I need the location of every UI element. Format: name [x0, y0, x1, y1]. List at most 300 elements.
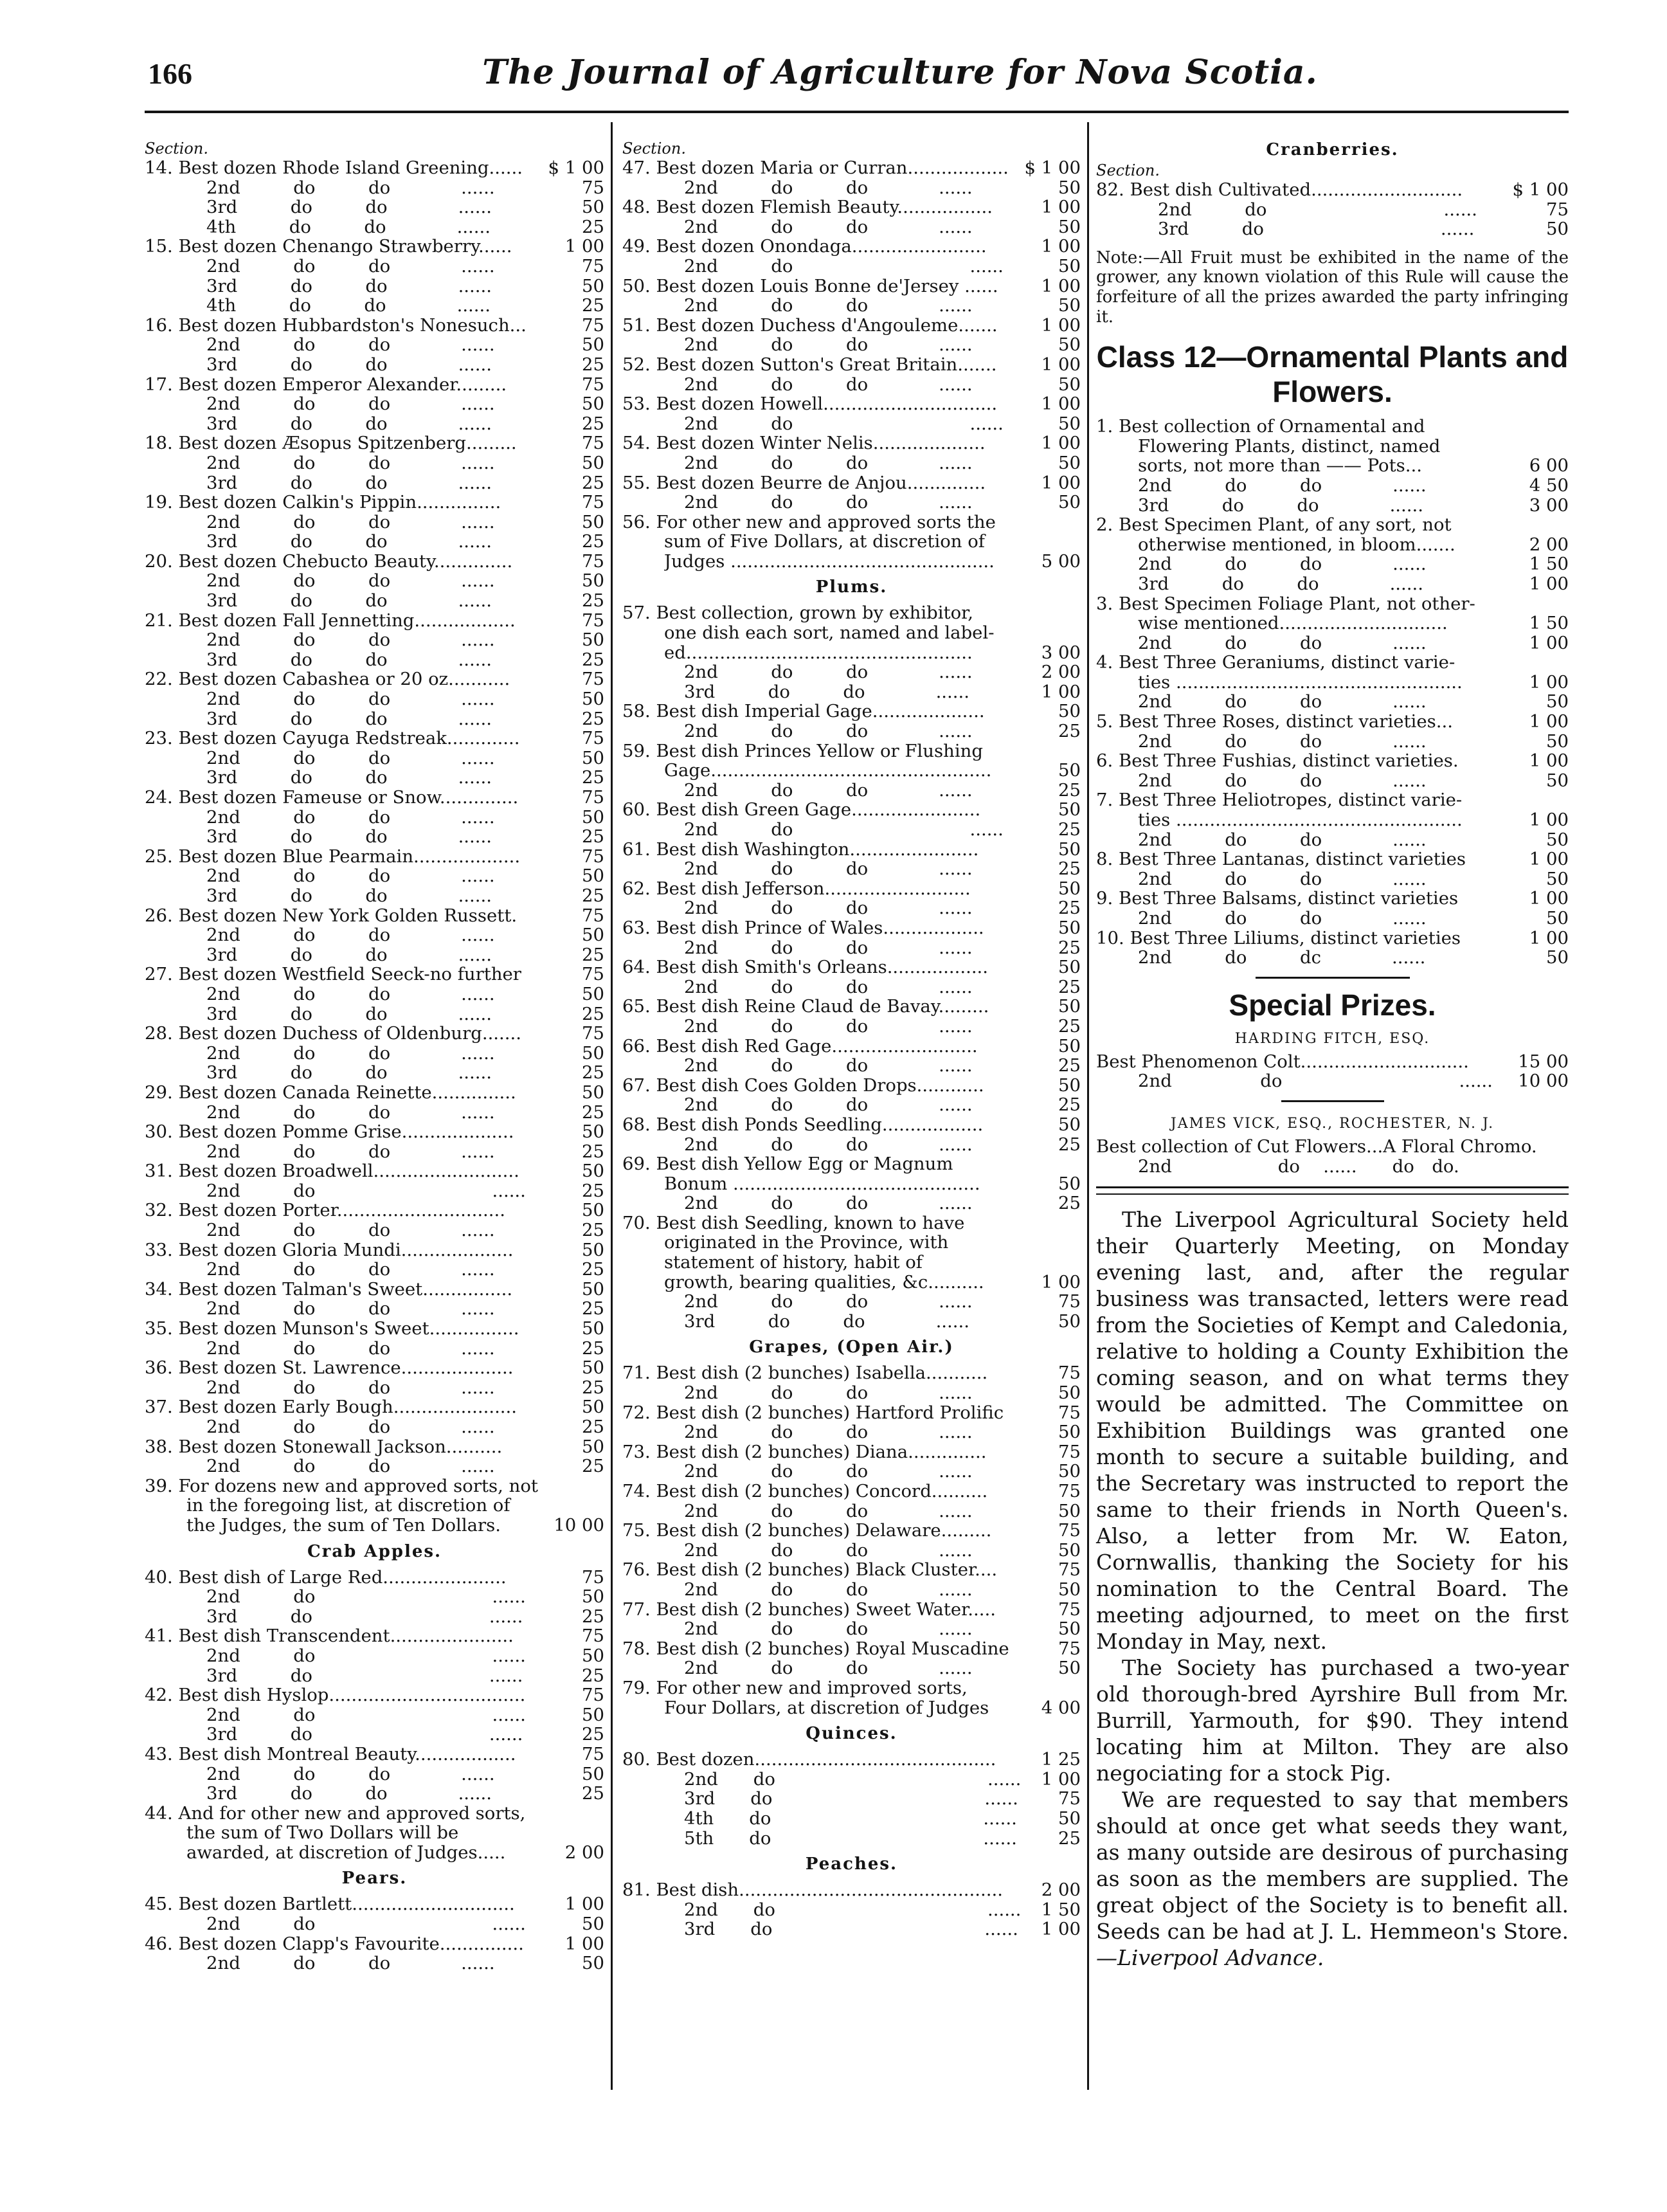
prize-row [622, 1312, 1081, 1332]
prize-row [622, 623, 1081, 643]
prize-amount: 25 [582, 1298, 604, 1319]
prize-amount: 75 [582, 787, 604, 808]
crab-apples-heading: Crab Apples. [307, 1541, 442, 1561]
prize-row [1096, 673, 1569, 693]
prize-amount: 50 [1546, 947, 1569, 968]
prize-label: sorts, not more than —— Pots... [1138, 456, 1423, 476]
prize-row [145, 1784, 604, 1804]
prize-label: 2nd do do ...... [684, 977, 973, 997]
prize-row [622, 1541, 1081, 1561]
prize-row [145, 945, 604, 965]
prize-amount: 75 [1058, 1788, 1081, 1809]
prize-label: 48. Best dozen Flemish Beauty................. [622, 197, 993, 217]
prize-row [622, 296, 1081, 316]
prize-amount [1022, 741, 1081, 761]
prize-amount: 25 [582, 1220, 604, 1241]
prize-label: 3rd do do ...... [684, 682, 970, 702]
prize-amount: 50 [582, 925, 604, 946]
prize-row [145, 1516, 604, 1536]
prize-amount: 50 [582, 630, 604, 651]
article-paragraph-1: The Liverpool Agricultural Society held their Quarterly Meeting, on Monday evening last, and, after the regular business was transacted, letters were read from the Societies of Kempt and Caledonia, relative to holding a County Exhibition the coming season, and on what terms they would be admitted. The Committee on Exhibition Buildings was granted one month to secure a suitable building, and the Secretary was instructed to report the same to their friends in North Queen's. Also, a letter from Mr. W. Eaton, Cornwallis, thanking the Society for his nomination to the Central Board. The meeting adjourned, to meet on the first Monday in May, next. [1096, 1207, 1569, 1654]
prize-label: 2nd do do ...... [684, 1540, 973, 1561]
prize-label: 2nd do do ...... [206, 256, 495, 276]
prize-row [1096, 889, 1569, 909]
prize-row [145, 1456, 604, 1476]
prize-amount: 1 00 [564, 1894, 604, 1915]
prize-label: 2nd do do ...... [684, 898, 973, 918]
prize-row [622, 1154, 1081, 1174]
prize-label: 2nd do do ...... [684, 296, 973, 316]
prize-label: 6. Best Three Fushias, distinct varieties. [1096, 751, 1459, 771]
prize-amount: 50 [582, 1318, 604, 1339]
prize-label: 2nd do do ...... [206, 1417, 495, 1437]
prize-row [145, 493, 604, 512]
prize-label: 65. Best dish Reine Claud de Bavay......... [622, 997, 989, 1017]
prize-row [622, 938, 1081, 958]
prize-amount: 50 [1058, 917, 1081, 938]
prize-row [145, 1004, 604, 1024]
prize-label: 56. For other new and approved sorts the [622, 512, 996, 532]
prize-amount: 50 [582, 1082, 604, 1103]
prize-amount: $ 1 00 [1512, 179, 1569, 200]
prize-amount: 75 [582, 492, 604, 513]
prize-amount: 50 [1058, 1461, 1081, 1482]
prize-amount: 1 00 [1041, 394, 1081, 415]
prize-amount: 25 [582, 1783, 604, 1804]
prize-amount: 75 [582, 1743, 604, 1764]
pears-list [145, 1894, 604, 1973]
column-3 [1096, 139, 1569, 1971]
prize-row [145, 1568, 604, 1588]
prize-amount: 50 [582, 1763, 604, 1784]
prize-label: 3rd do do ...... [1138, 495, 1424, 516]
prize-row [622, 355, 1081, 375]
prize-row [145, 1476, 604, 1496]
prize-label: 2nd do do ...... [684, 335, 973, 355]
prize-row [1096, 653, 1569, 673]
prize-amount: 50 [582, 1436, 604, 1457]
prize-label: 9. Best Three Balsams, distinct varieties [1096, 889, 1459, 909]
prize-row [145, 1280, 604, 1300]
prize-label: 3rd do ...... [206, 1606, 523, 1627]
prize-label: 61. Best dish Washington....................... [622, 839, 979, 860]
prize-amount: 25 [1058, 976, 1081, 997]
prize-row [1096, 574, 1569, 594]
prize-amount [1509, 515, 1569, 535]
prize-row [622, 603, 1081, 623]
prize-label: 2nd do do ...... [206, 1220, 495, 1240]
prize-amount: 50 [582, 1278, 604, 1300]
prize-label: 2nd do do ...... [684, 1501, 973, 1521]
prize-label: 77. Best dish (2 bunches) Sweet Water..... [622, 1599, 996, 1620]
prize-label: 3rd do do ...... [206, 591, 492, 611]
prize-row [145, 1496, 604, 1516]
prize-label: 30. Best dozen Pomme Grise.................... [145, 1122, 514, 1142]
prize-label: 68. Best dish Ponds Seedling.................. [622, 1114, 984, 1135]
prize-amount: 50 [1058, 1618, 1081, 1640]
prize-label: one dish each sort, named and label- [664, 623, 995, 643]
prize-row [145, 257, 604, 276]
prize-label: 3rd do do ...... [206, 1004, 492, 1024]
prize-label: 55. Best dozen Beurre de Anjou.............. [622, 473, 986, 493]
prize-row [622, 1880, 1081, 1900]
prize-row [145, 709, 604, 729]
prize-amount: 50 [1058, 1808, 1081, 1829]
prize-label: 2nd do ...... [684, 820, 1004, 840]
prize-label: 2nd do do ...... [684, 1134, 973, 1155]
prize-amount: 1 00 [1041, 197, 1081, 218]
prize-row [145, 1142, 604, 1162]
prize-row [622, 375, 1081, 395]
prize-label: 3rd do ...... [684, 1789, 1018, 1809]
prize-label: 2nd do dc ...... [1138, 948, 1426, 968]
prize-label: 3rd do do ...... [206, 885, 492, 906]
quinces-heading: Quinces. [806, 1724, 897, 1744]
prize-label: Flowering Plants, distinct, named [1138, 436, 1441, 457]
prize-amount: 1 00 [1041, 1768, 1081, 1790]
prize-amount: 25 [582, 1665, 604, 1686]
prize-label: growth, bearing qualities, &c.......... [664, 1272, 984, 1292]
prize-amount: 75 [1058, 1402, 1081, 1423]
prize-amount: 25 [1058, 1015, 1081, 1037]
prize-amount: 50 [582, 334, 604, 356]
prize-row [622, 1658, 1081, 1678]
prize-row [1096, 219, 1569, 239]
prize-row [622, 493, 1081, 512]
prize-amount: 75 [1058, 1481, 1081, 1501]
prize-row [145, 1685, 604, 1705]
prize-amount: 75 [1058, 1559, 1081, 1581]
prize-label: 2nd do do ...... [1138, 731, 1427, 752]
prize-row [622, 898, 1081, 918]
prize-amount: 25 [582, 649, 604, 670]
prize-label: 2nd do do ...... [1138, 770, 1427, 791]
prize-label: 73. Best dish (2 bunches) Diana.............. [622, 1442, 987, 1462]
prize-amount: 25 [582, 1101, 604, 1123]
prize-label: 16. Best dozen Hubbardston's Nonesuch... [145, 315, 527, 336]
section-label: Section. [1096, 161, 1160, 179]
prize-amount: 4 50 [1529, 475, 1569, 496]
prize-amount: 50 [1058, 1035, 1081, 1056]
prize-label: 2nd do do ...... [684, 493, 973, 512]
prize-label: Bonum ............................................ [664, 1174, 980, 1194]
prize-label: 2nd do do ...... [1138, 475, 1427, 496]
prize-row [1096, 948, 1569, 968]
prize-amount: 50 [582, 983, 604, 1004]
prize-row [145, 414, 604, 434]
prize-row [145, 669, 604, 689]
prize-row [145, 1804, 604, 1824]
prize-label: 3rd do ...... [206, 1665, 523, 1686]
prize-row [622, 1789, 1081, 1809]
prize-row [622, 1442, 1081, 1462]
prize-row [622, 1770, 1081, 1790]
prize-amount [1509, 790, 1569, 810]
prize-label: 2nd do ...... [684, 1769, 1022, 1790]
prize-row [1096, 830, 1569, 850]
prize-amount: 5 00 [1041, 550, 1081, 572]
prize-row [145, 1587, 604, 1607]
prize-label: 3rd do do ...... [206, 709, 492, 729]
prize-row [622, 682, 1081, 702]
prize-label: 22. Best dozen Cabashea or 20 oz........... [145, 669, 510, 690]
prize-amount [1509, 594, 1569, 614]
prize-amount: 25 [582, 413, 604, 434]
prize-label: 71. Best dish (2 bunches) Isabella........... [622, 1363, 988, 1384]
prize-amount: 50 [582, 511, 604, 532]
prize-row [145, 1417, 604, 1437]
prize-label: 2nd do ...... [206, 1914, 526, 1934]
prize-label: 2nd do do ...... [206, 866, 495, 886]
prize-label: 57. Best collection, grown by exhibitor, [622, 603, 974, 624]
prize-row [145, 611, 604, 631]
prize-amount: 25 [1058, 1827, 1081, 1849]
prize-row [622, 1462, 1081, 1482]
prize-row [622, 1698, 1081, 1718]
prize-amount: 50 [1058, 1658, 1081, 1679]
prize-amount: 50 [582, 1704, 604, 1725]
plums-list [622, 603, 1081, 1331]
prize-amount: 50 [582, 1121, 604, 1143]
prize-label: 2nd do do ...... [684, 374, 973, 395]
prize-amount: 25 [582, 1606, 604, 1627]
prize-amount: 1 50 [1041, 1899, 1081, 1920]
prize-amount: 25 [582, 826, 604, 848]
prize-row [145, 1161, 604, 1181]
prize-label: 49. Best dozen Onondaga........................ [622, 237, 987, 257]
prize-amount: 50 [1058, 1173, 1081, 1194]
prize-row [1096, 790, 1569, 810]
prize-label: 2nd do do ...... [684, 662, 973, 682]
prize-label: 2nd do do ...... [1138, 633, 1427, 653]
prize-row [145, 512, 604, 532]
prize-row [145, 866, 604, 886]
prize-row [1096, 751, 1569, 771]
prize-amount: 50 [1546, 730, 1569, 752]
prize-amount: 50 [1058, 878, 1081, 899]
prize-amount: 50 [582, 197, 604, 218]
prize-amount: 25 [582, 1141, 604, 1162]
prize-label: ed................................................... [664, 642, 973, 663]
prize-row [145, 1646, 604, 1666]
prize-amount: 75 [582, 905, 604, 926]
prize-row [145, 1044, 604, 1064]
prize-label: 59. Best dish Princes Yellow or Flushing [622, 741, 983, 761]
prize-row [145, 1843, 604, 1863]
fruit-note: Note:—All Fruit must be exhibited in the name of the grower, any known violation of this Rule will cause the forfeiture of all the prizes awarded the party infringing it. [1096, 248, 1569, 327]
prize-label: 2nd do do ...... [206, 630, 495, 650]
grapes-list [622, 1363, 1081, 1718]
prize-amount [1022, 1678, 1081, 1698]
prize-row [622, 335, 1081, 355]
prize-label: 2nd do do ...... [1138, 554, 1427, 574]
prize-amount: 25 [582, 1180, 604, 1201]
prize-label: 3rd do ...... [206, 1725, 523, 1745]
prize-amount: 75 [582, 550, 604, 572]
prize-row [622, 552, 1081, 572]
column-divider-2 [1087, 122, 1089, 2090]
prize-amount: 50 [1546, 219, 1569, 240]
prize-label: 2nd do do ...... [684, 453, 973, 473]
prize-label: ties ................................................... [1138, 672, 1463, 693]
prize-amount: 10 00 [1518, 1071, 1569, 1092]
prize-amount [545, 1496, 604, 1516]
prize-row [145, 1378, 604, 1398]
prize-row [145, 1260, 604, 1280]
prize-amount: 50 [582, 1586, 604, 1608]
prize-label: 2nd do do ...... [206, 1141, 495, 1162]
prize-amount: 25 [582, 531, 604, 552]
prize-label: 2nd do ...... [206, 1587, 526, 1607]
prize-label: 47. Best dozen Maria or Curran.................. [622, 158, 1009, 178]
prize-amount: 75 [1546, 199, 1569, 220]
prize-label: 82. Best dish Cultivated........................... [1096, 180, 1463, 200]
prize-row [622, 1521, 1081, 1541]
prize-amount: 1 00 [1529, 671, 1569, 693]
prize-label: 14. Best dozen Rhode Island Greening...... [145, 158, 523, 178]
prize-label: 2nd do do ...... [684, 177, 973, 198]
prize-amount: 50 [1058, 1074, 1081, 1096]
prize-row [622, 1750, 1081, 1770]
prize-label: 2nd do do ...... [1138, 830, 1427, 850]
prize-row [622, 197, 1081, 217]
prize-label: 2nd do do ...... [206, 689, 495, 709]
prize-label: 2nd do ...... [1138, 1071, 1493, 1091]
prize-row [622, 1501, 1081, 1521]
prize-label: 43. Best dish Montreal Beauty.................. [145, 1744, 516, 1764]
prize-label: 2nd do do ...... [206, 394, 495, 414]
prize-amount: 50 [1058, 216, 1081, 237]
prize-amount: 25 [582, 1377, 604, 1398]
prize-amount: 50 [1058, 1539, 1081, 1561]
prize-amount: 50 [582, 452, 604, 473]
prize-label: 26. Best dozen New York Golden Russett. [145, 905, 518, 926]
prize-amount: 50 [582, 1161, 604, 1182]
prize-amount [1022, 1213, 1081, 1233]
prize-amount [545, 1476, 604, 1496]
pears-heading: Pears. [341, 1869, 408, 1889]
prize-label: 2nd do ...... [206, 1645, 526, 1666]
prize-amount: 2 00 [1041, 1880, 1081, 1901]
prize-label: 79. For other new and improved sorts, [622, 1678, 968, 1698]
prize-row [1096, 476, 1569, 496]
prize-label: 52. Best dozen Sutton's Great Britain....... [622, 354, 997, 375]
prize-label: 27. Best dozen Westfield Seeck-no further [145, 965, 521, 984]
prize-row [622, 1037, 1081, 1056]
prize-label: 41. Best dish Transcendent...................... [145, 1626, 514, 1646]
prize-amount: 1 00 [1529, 927, 1569, 948]
prize-label: 66. Best dish Red Gage.......................... [622, 1036, 978, 1056]
prize-amount: 50 [1058, 760, 1081, 781]
prize-row [622, 997, 1081, 1017]
prize-label: 63. Best dish Prince of Wales.................. [622, 918, 984, 938]
prize-label: 2nd do do ...... [684, 1422, 973, 1442]
prize-amount: 50 [1058, 996, 1081, 1017]
prize-amount: 50 [582, 394, 604, 415]
prize-label: 2nd do do ...... [206, 1338, 495, 1359]
prize-row [145, 1201, 604, 1220]
prize-row [622, 473, 1081, 493]
prize-label: 3rd do do ...... [206, 1784, 492, 1804]
prize-amount: 1 50 [1529, 613, 1569, 634]
prize-row [622, 957, 1081, 977]
prize-amount: 50 [582, 1239, 604, 1260]
prize-row [145, 965, 604, 984]
prize-row [145, 748, 604, 768]
prize-row [622, 178, 1081, 198]
prize-amount: 50 [582, 1357, 604, 1379]
prize-row [622, 721, 1081, 741]
prize-row [145, 1437, 604, 1457]
prize-row [622, 879, 1081, 899]
prize-amount: 10 00 [554, 1514, 604, 1536]
prize-label: 2. Best Specimen Plant, of any sort, not [1096, 515, 1452, 535]
prize-row [145, 1319, 604, 1339]
prize-row [1096, 535, 1569, 555]
prize-row [622, 1135, 1081, 1155]
plums-heading: Plums. [815, 577, 888, 597]
prize-row [622, 761, 1081, 781]
prize-amount: 3 00 [1041, 642, 1081, 663]
prize-row [145, 394, 604, 414]
prize-label: 2nd do do ...... [684, 1579, 973, 1600]
prize-label: 2nd do ...... [1158, 199, 1477, 220]
prize-label: 2nd do do ...... [206, 1102, 495, 1123]
prize-label: 2nd do do ...... [684, 217, 973, 237]
prize-amount [1022, 623, 1081, 643]
prize-row [622, 237, 1081, 257]
prize-row [622, 1560, 1081, 1580]
page-number: 166 [148, 57, 192, 90]
prize-label: 2nd do do ...... [206, 335, 495, 355]
prize-row [1096, 515, 1569, 535]
prize-row [622, 1639, 1081, 1659]
prize-row [622, 217, 1081, 237]
prize-amount [545, 1804, 604, 1824]
prize-amount: 25 [582, 1259, 604, 1280]
prize-label: statement of history, habit of [664, 1253, 923, 1273]
prize-row [622, 977, 1081, 997]
prize-row [622, 1292, 1081, 1312]
prize-row [622, 662, 1081, 682]
apples-list [145, 158, 604, 1536]
prize-amount [1022, 512, 1081, 532]
prize-amount: 1 00 [1529, 573, 1569, 594]
prize-row [145, 1339, 604, 1359]
prize-row [145, 591, 604, 611]
prize-amount: 3 00 [1529, 494, 1569, 516]
prize-amount: 50 [1058, 1310, 1081, 1332]
prize-label: 2nd do do ...... [206, 925, 495, 945]
prize-row [622, 394, 1081, 414]
prize-row [145, 316, 604, 336]
prize-label: 38. Best dozen Stonewall Jackson.......... [145, 1437, 503, 1457]
prize-label: 69. Best dish Yellow Egg or Magnum [622, 1154, 953, 1174]
prize-label: 37. Best dozen Early Bough...................... [145, 1397, 518, 1417]
prize-amount: 75 [582, 1626, 604, 1647]
prize-row [145, 650, 604, 670]
prize-amount: 25 [1058, 1134, 1081, 1155]
prize-label: Four Dollars, at discretion of Judges [664, 1698, 989, 1718]
prize-row [145, 1607, 604, 1627]
prize-row [145, 178, 604, 198]
prize-amount [545, 1823, 604, 1843]
prize-amount: 75 [582, 314, 604, 336]
article-source: —Liverpool Advance. [1096, 1945, 1324, 1971]
prize-row [622, 158, 1081, 178]
article-paragraph-3-text: We are requested to say that members should at once get what seeds they want, as many outside are desirous of purchasing as soon as the members are supplied. The great object of the Society is to benefit all. Seeds can be had at J. L. Hemmeon's Store. [1096, 1787, 1569, 1945]
prize-label: the Judges, the sum of Ten Dollars. [186, 1515, 501, 1536]
